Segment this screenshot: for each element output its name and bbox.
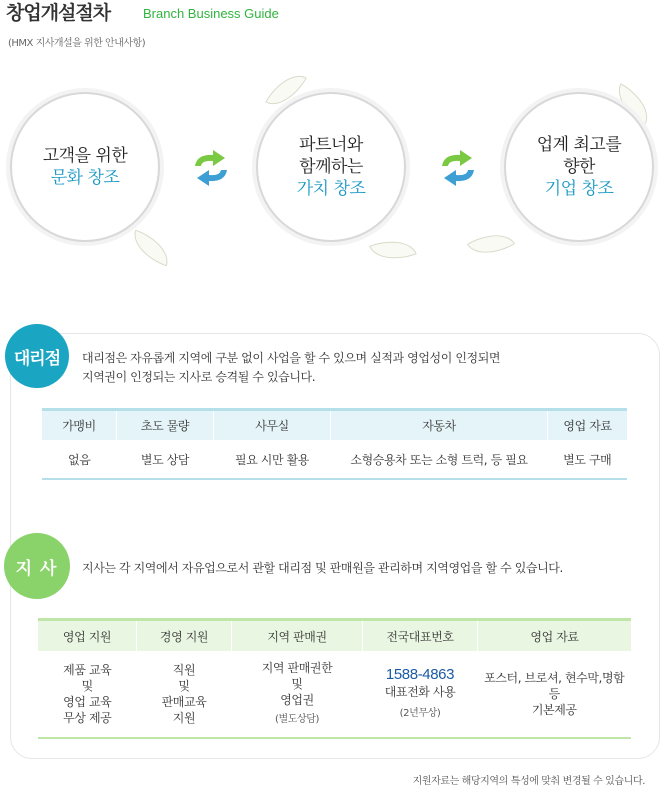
agency-description [82, 349, 500, 387]
page-title-english: Branch Business Guide [143, 6, 279, 21]
leaf-decoration-icon [369, 232, 417, 269]
table-cell-regional-rights [232, 651, 363, 738]
cell-line: 및 [178, 679, 190, 693]
value-circle-partner [256, 92, 406, 242]
value-highlight: 문화 창조 [50, 168, 120, 188]
table-header: 사무실 [214, 410, 331, 441]
cell-line: 영업권 [280, 693, 314, 707]
page-subtitle: (HMX 지사개설을 위한 안내사항) [8, 38, 146, 49]
table-header: 지역 판매권 [232, 620, 363, 652]
branch-table [38, 618, 631, 739]
agency-desc-line: 지역권이 인정되는 지사로 승격될 수 있습니다. [82, 370, 316, 384]
table-header: 영업 자료 [548, 410, 628, 441]
cell-line: 대표전화 사용 [384, 685, 456, 699]
agency-badge: 대리점 [5, 324, 69, 388]
table-cell: 소형승용차 또는 소형 트럭, 등 필요 [350, 452, 528, 467]
table-row [42, 440, 627, 479]
agency-desc-line: 대리점은 자유롭게 지역에 구분 없이 사업을 할 수 있으며 실적과 영업성이 인정되면 [82, 351, 501, 365]
page-title: 창업개설절차 [6, 2, 111, 24]
table-header-row [38, 620, 631, 652]
table-cell-sales-materials [478, 651, 632, 738]
branch-badge: 지사 [4, 533, 70, 599]
value-line: 파트너와 [299, 135, 363, 155]
refresh-arrows-icon [436, 146, 480, 190]
phone-number: 1588-4863 [385, 666, 455, 683]
value-circle-customer [10, 92, 160, 242]
cell-line: 판매교육 [161, 695, 207, 709]
table-header: 경영 지원 [137, 620, 232, 652]
branch-description: 지사는 각 지역에서 자유업으로서 관할 대리점 및 판매원을 관리하며 지역영업을 할 수 있습니다. [82, 561, 563, 575]
cell-line: 포스터, 브로셔, 현수막,명함 [484, 671, 625, 685]
table-row [38, 651, 631, 738]
value-highlight: 기업 창조 [544, 179, 614, 199]
leaf-decoration-icon [127, 230, 175, 267]
table-cell-phone [363, 651, 478, 738]
refresh-arrows-icon [189, 146, 233, 190]
table-cell-management-support [137, 651, 232, 738]
value-line: 업계 최고를 [536, 135, 622, 155]
cell-line: 등 [548, 687, 560, 701]
table-header: 가맹비 [42, 410, 117, 441]
table-cell: 없음 [68, 452, 91, 467]
table-header: 초도 물량 [117, 410, 214, 441]
cell-line: 및 [81, 679, 93, 693]
table-header: 영업 지원 [38, 620, 137, 652]
cell-line: 및 [291, 677, 303, 691]
table-cell: 별도 상담 [140, 452, 190, 467]
value-highlight: 가치 창조 [296, 179, 366, 199]
table-header: 영업 자료 [478, 620, 632, 652]
value-line: 함께하는 [299, 157, 363, 177]
table-header: 자동차 [331, 410, 548, 441]
value-circle-industry [504, 92, 654, 242]
agency-table [42, 408, 627, 480]
cell-line: 기본제공 [531, 703, 577, 717]
cell-line: 제품 교육 [63, 663, 112, 677]
table-header-row [42, 410, 627, 441]
cell-line: 영업 교육 [63, 695, 112, 709]
value-line: 고객을 위한 [42, 146, 128, 166]
cell-line: 지원 [172, 711, 196, 725]
footer-note: 지원자료는 해당지역의 특성에 맞춰 변경될 수 있습니다. [412, 776, 645, 787]
cell-line: 무상 제공 [63, 711, 112, 725]
table-cell: 필요 시만 활용 [235, 452, 309, 467]
value-line: 향한 [563, 157, 595, 177]
table-cell-sales-support [38, 651, 137, 738]
cell-line: 지역 판매권한 [261, 661, 333, 675]
table-header: 전국대표번호 [363, 620, 478, 652]
cell-note: (2년무상) [399, 708, 441, 719]
cell-note: (별도상담) [274, 714, 320, 725]
leaf-decoration-icon [467, 223, 515, 265]
table-cell: 별도 구매 [563, 452, 612, 467]
cell-line: 직원 [172, 663, 196, 677]
